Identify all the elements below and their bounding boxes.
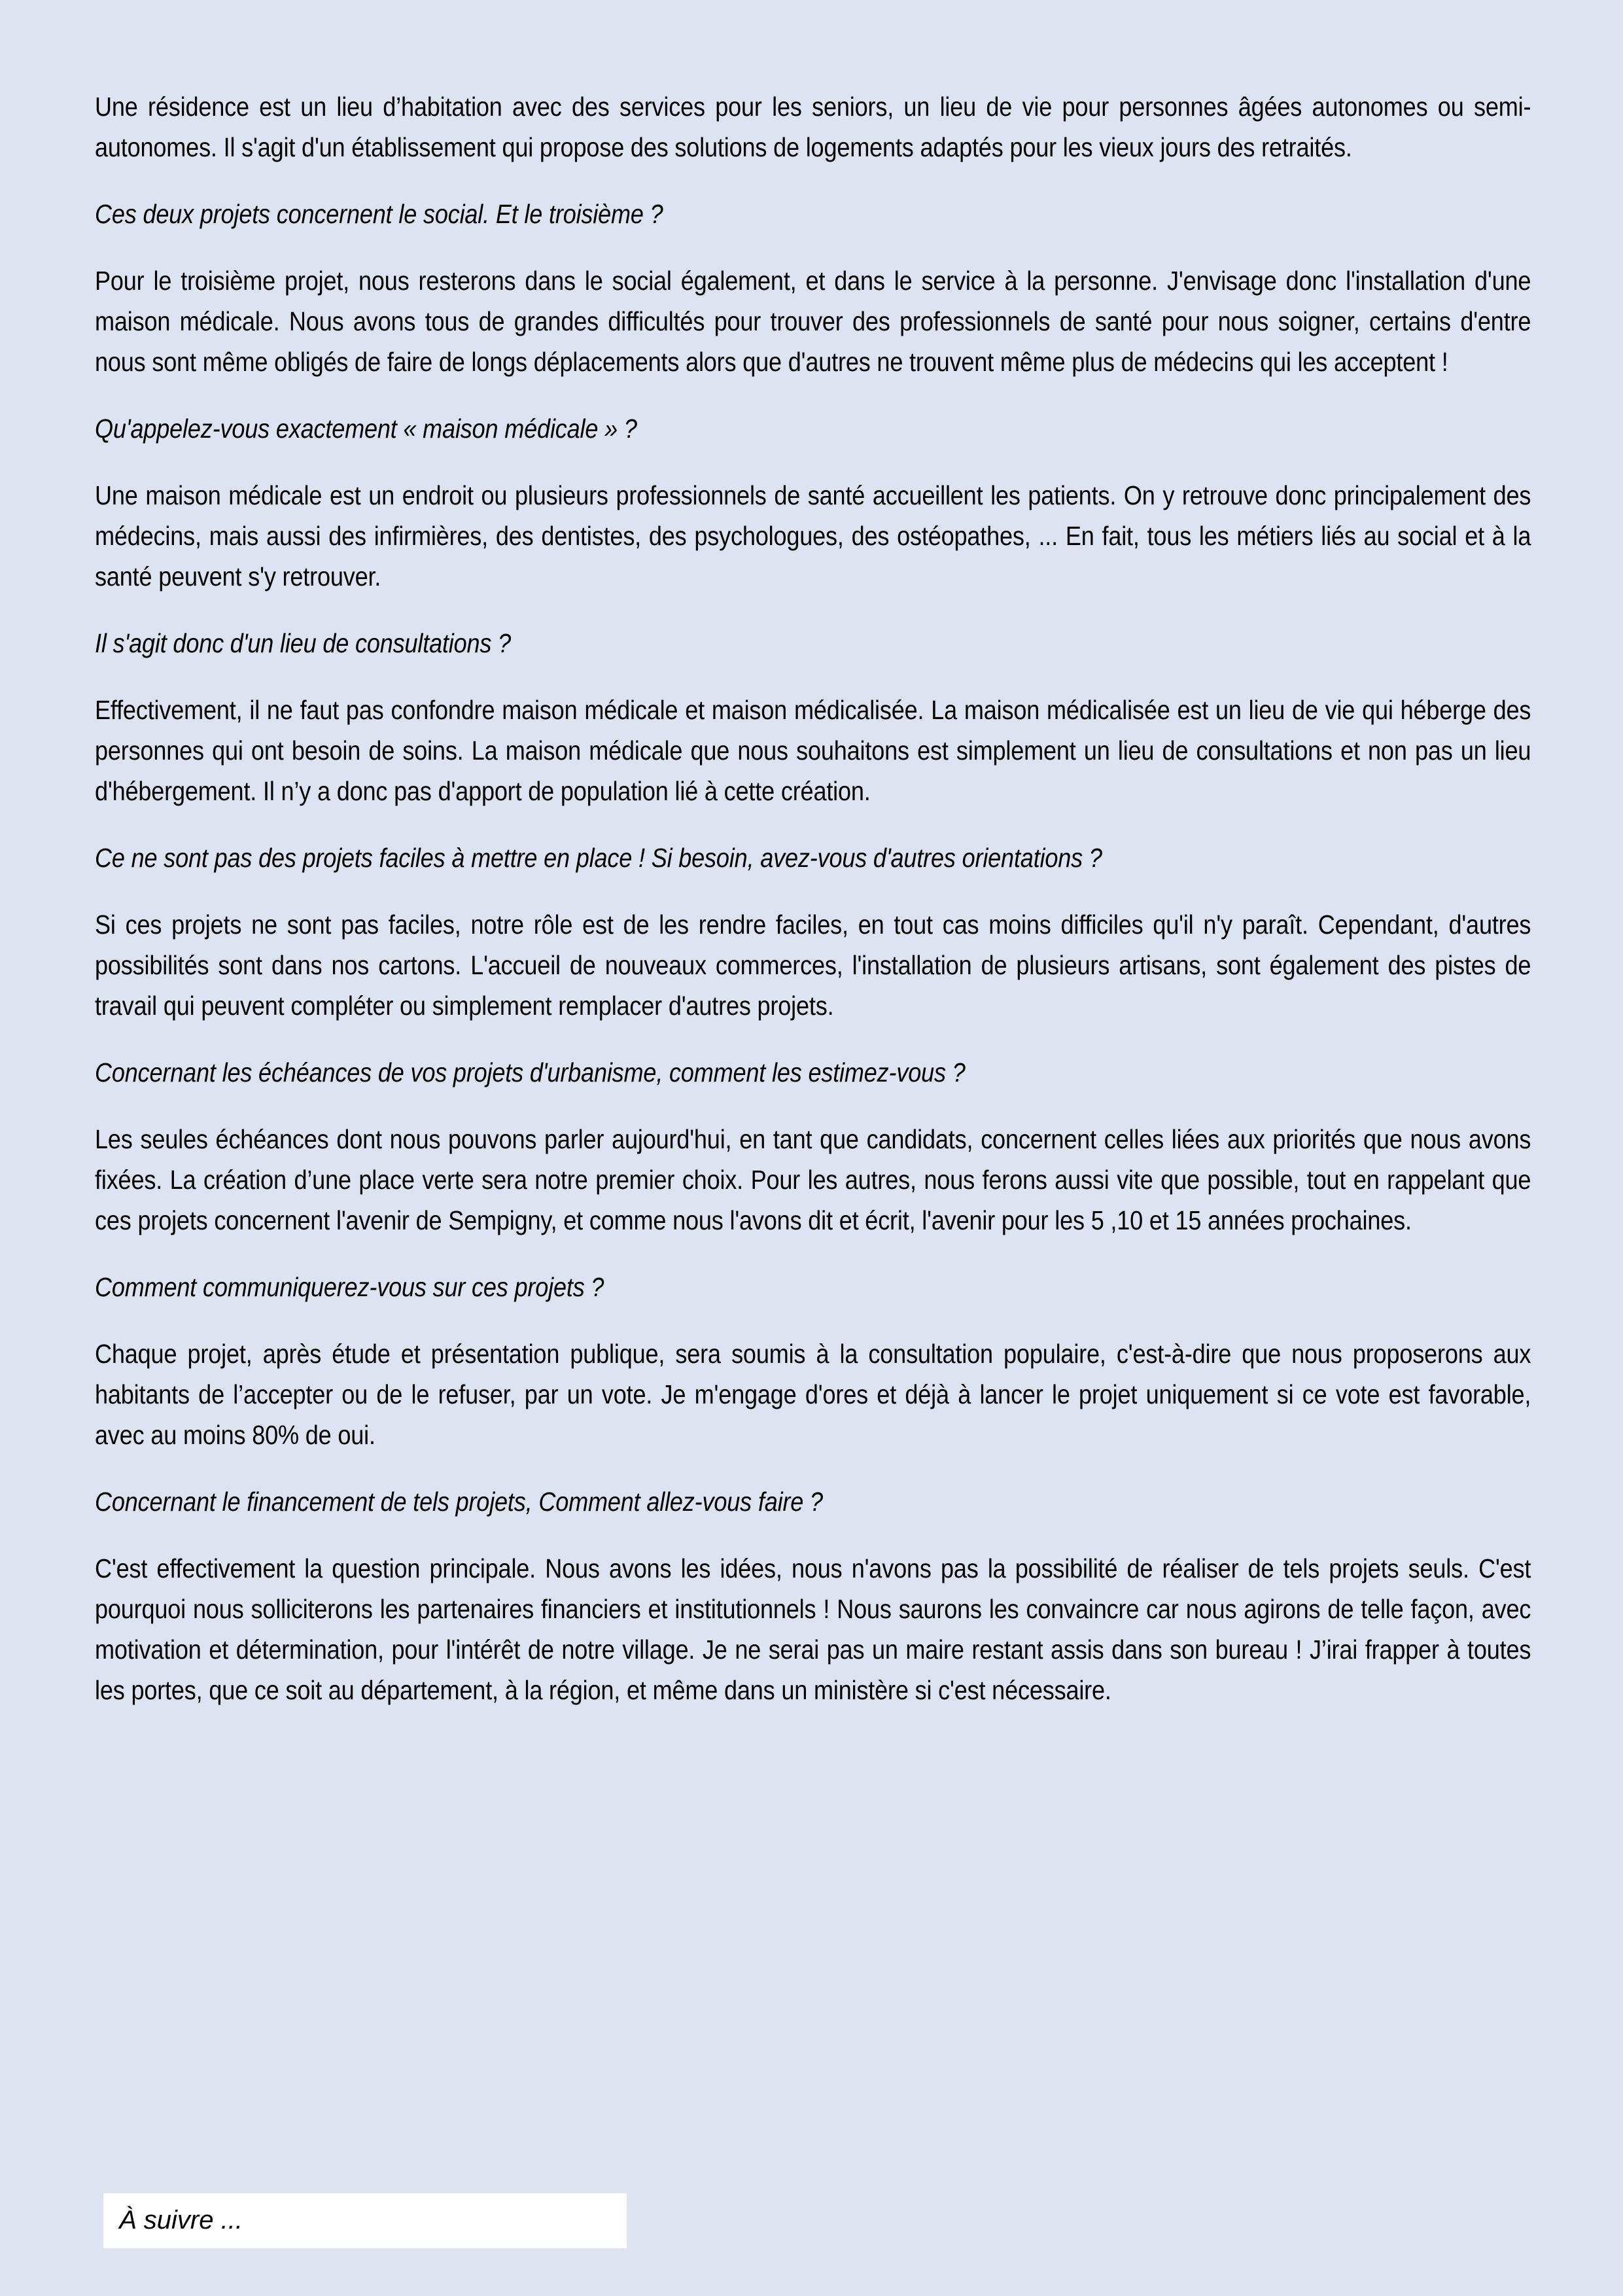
paragraph-answer-financement: C'est effectivement la question principale. Nous avons les idées, nous n'avons pas la possibilité de réaliser de tels projets seuls. C'est pourquoi nous solliciterons les partenaires financiers et institutionnels ! Nous saurons les convaincre car nous agirons de telle façon, avec motivation et détermination, pour l'intérêt de notre village. Je ne serai pas un maire restant assis dans son bureau ! J’irai frapper à toutes les portes, que ce soit au département, à la région, et même dans un ministère si c'est nécessaire. [95, 1553, 1531, 1705]
paragraph-question-autres-orientations: Ce ne sont pas des projets faciles à mettre en place ! Si besoin, avez-vous d'autres orientations ? [95, 843, 1102, 873]
paragraph-answer-echeances: Les seules échéances dont nous pouvons parler aujourd'hui, en tant que candidats, concernent celles liées aux priorités que nous avons fixées. La création d’une place verte sera notre premier choix. Pour les autres, nous ferons aussi vite que possible, tout en rappelant que ces projets concernent l'avenir de Sempigny, et comme nous l'avons dit et écrit, l'avenir pour les 5 ,10 et 15 années prochaines. [95, 1124, 1531, 1235]
article-body [95, 86, 1531, 1710]
paragraph-answer-communication: Chaque projet, après étude et présentation publique, sera soumis à la consultation populaire, c'est-à-dire que nous proposerons aux habitants de l’accepter ou de le refuser, par un vote. Je m'engage d'ores et déjà à lancer le projet uniquement si ce vote est favorable, avec au moins 80% de oui. [95, 1339, 1531, 1450]
continuation-box [103, 2193, 627, 2248]
paragraph-question-echeances: Concernant les échéances de vos projets d'urbanisme, comment les estimez-vous ? [95, 1057, 966, 1087]
paragraph-question-lieu-consultations: Il s'agit donc d'un lieu de consultations ? [95, 628, 512, 658]
paragraph-answer-autres-orientations: Si ces projets ne sont pas faciles, notre rôle est de les rendre faciles, en tout cas moins difficiles qu'il n'y paraît. Cependant, d'autres possibilités sont dans nos cartons. L'accueil de nouveaux commerces, l'installation de plusieurs artisans, sont également des pistes de travail qui peuvent compléter ou simplement remplacer d'autres projets. [95, 910, 1531, 1021]
continuation-label: À suivre ... [119, 2206, 243, 2234]
paragraph-answer-lieu-consultations: Effectivement, il ne faut pas confondre maison médicale et maison médicalisée. La maison médicalisée est un lieu de vie qui héberge des personnes qui ont besoin de soins. La maison médicale que nous souhaitons est simplement un lieu de consultations et non pas un lieu d'hébergement. Il n’y a donc pas d'apport de population lié à cette création. [95, 695, 1531, 806]
paragraph-question-communication: Comment communiquerez-vous sur ces projets ? [95, 1272, 604, 1302]
paragraph-question-social: Ces deux projets concernent le social. Et le troisième ? [95, 199, 663, 229]
paragraph-question-financement: Concernant le financement de tels projets, Comment allez-vous faire ? [95, 1487, 823, 1517]
paragraph-question-definition-maison-medicale: Qu'appelez-vous exactement « maison médicale » ? [95, 414, 637, 444]
paragraph-answer-definition-maison-medicale: Une maison médicale est un endroit ou plusieurs professionnels de santé accueillent les patients. On y retrouve donc principalement des médecins, mais aussi des infirmières, des dentistes, des psychologues, des ostéopathes, ... En fait, tous les métiers liés au social et à la santé peuvent s'y retrouver. [95, 480, 1531, 592]
paragraph-answer-maison-medicale-intro: Pour le troisième projet, nous resterons dans le social également, et dans le service à la personne. J'envisage donc l'installation d'une maison médicale. Nous avons tous de grandes difficultés pour trouver des professionnels de santé pour nous soigner, certains d'entre nous sont même obligés de faire de longs déplacements alors que d'autres ne trouvent même plus de médecins qui les acceptent ! [95, 266, 1531, 377]
paragraph-answer-residence: Une résidence est un lieu d’habitation avec des services pour les seniors, un lieu de vie pour personnes âgées autonomes ou semi-autonomes. Il s'agit d'un établissement qui propose des solutions de logements adaptés pour les vieux jours des retraités. [95, 92, 1531, 162]
